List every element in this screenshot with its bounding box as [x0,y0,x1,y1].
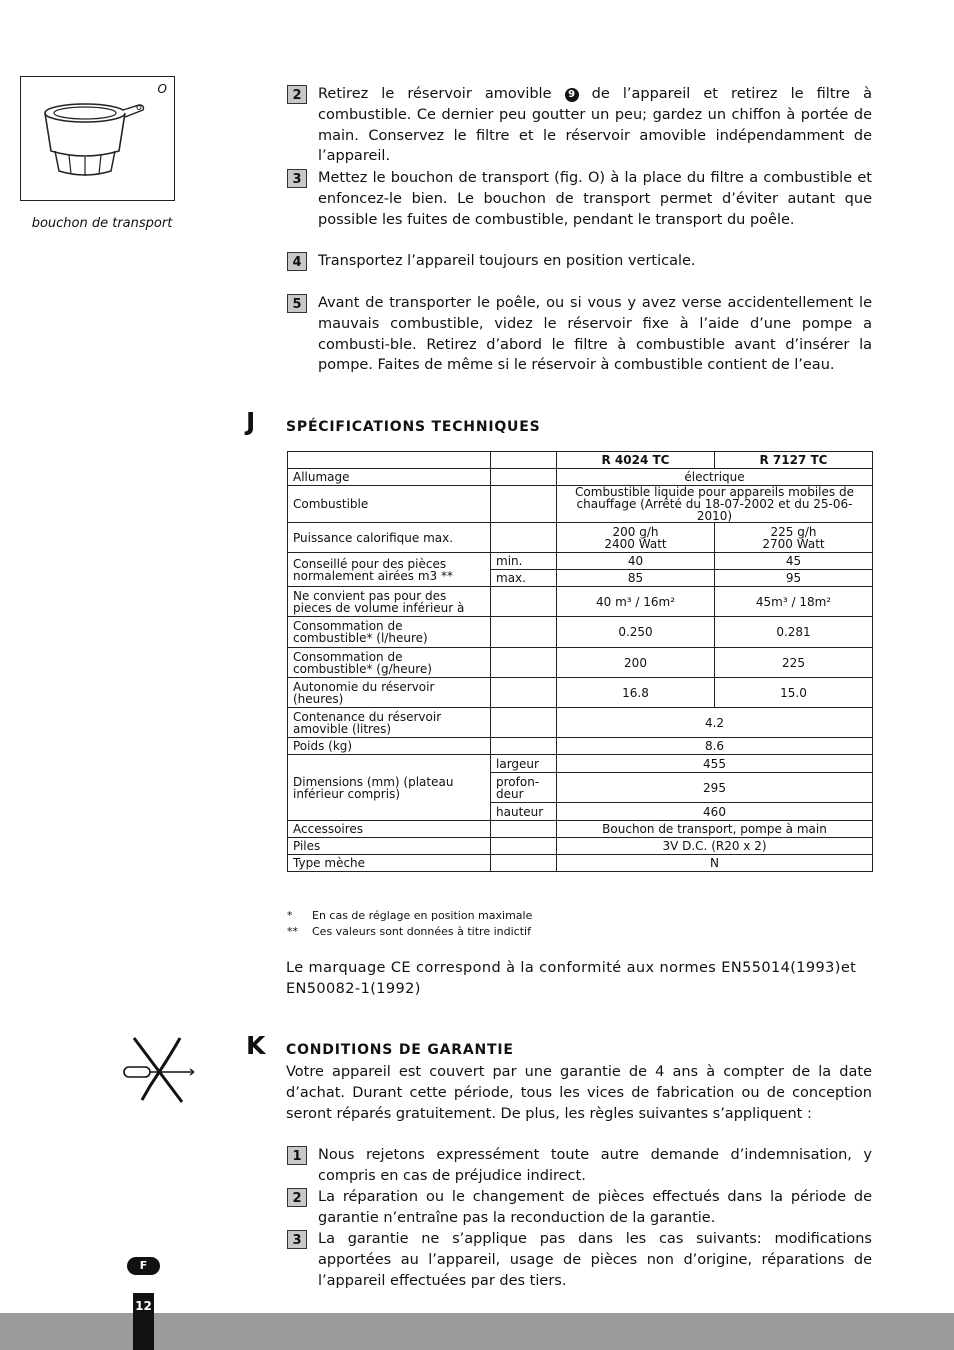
table-header-row [288,452,873,469]
figure-letter: O [157,82,167,96]
table-row: Poids (kg) 8.6 [288,738,873,755]
step-text: Transportez l’appareil toujours en position verticale. [318,253,696,269]
warranty-item-1 [287,1145,872,1187]
specifications-table [287,451,873,872]
step-number: 5 [287,294,307,313]
table-row: Conseillé pour des pièces normalement airées m3 ** min. 40 45 [288,553,873,570]
footnote: ** Ces valeurs sont données à titre indictif [287,925,531,938]
section-k-letter: K [246,1031,266,1060]
step-number: 4 [287,252,307,271]
footnote: * En cas de réglage en position maximale [287,909,533,922]
section-j-title: SPÉCIFICATIONS TECHNIQUES [286,419,541,435]
table-row: profon- deur 295 [288,773,873,803]
table-row: Accessoires Bouchon de transport, pompe à main [288,821,873,838]
step-2 [287,84,872,167]
reference-badge: 9 [565,88,579,102]
figure-caption: bouchon de transport [31,216,173,231]
step-4 [287,251,872,272]
table-row: max. 85 95 [288,570,873,587]
table-row: Combustible Combustible liquide pour appareils mobiles de chauffage (Arrêté du 18-07-2002 et du 25-06-2010) [288,486,873,523]
section-k-title: CONDITIONS DE GARANTIE [286,1042,514,1058]
table-row: Dimensions (mm) (plateau inférieur compris) largeur 455 [288,755,873,773]
step-3 [287,168,872,230]
language-tag: F [127,1257,160,1275]
warranty-item-3 [287,1229,872,1291]
step-number: 2 [287,85,307,104]
step-number: 3 [287,1230,307,1249]
no-screwdriver-icon [120,1034,198,1106]
figure-o-box [20,76,175,201]
table-row: Consommation de combustible* (g/heure) 200 225 [288,648,873,678]
table-row: Contenance du réservoir amovible (litres) 4.2 [288,708,873,738]
warranty-intro: Votre appareil est couvert par une garantie de 4 ans à compter de la date d’achat. Durant cette période, tous les vices de fabrication ou de conception seront réparés gratuitement. De plus, les règles suivantes s’appliquent : [286,1064,872,1122]
step-text: La réparation ou le changement de pièces effectués dans la période de garantie n’entraîne pas la reconduction de la garantie. [318,1189,872,1226]
section-j-letter: J [246,407,256,436]
step-5 [287,293,872,376]
model-header: R 4024 TC [557,452,715,469]
table-row: hauteur 460 [288,803,873,821]
table-row: Type mèche N [288,855,873,872]
step-text: La garantie ne s’applique pas dans les cas suivants: modifications apportées au l’appareil, usage de pièces non d’origine, réparations de l’appareil effectuées par des tiers. [318,1231,872,1289]
table-row: Piles 3V D.C. (R20 x 2) [288,838,873,855]
transport-cap-icon [39,99,157,191]
step-text: Avant de transporter le poêle, ou si vous y avez verse accidentellement le mauvais combustible, videz le réservoir fixe à l’aide d’une pompe a combusti-ble. Retirez d’abord le filtre à combustible avant d’insérer la pompe. Faites de même si le réservoir à combustible contient de l’eau. [318,295,872,374]
table-row: Allumage électrique [288,469,873,486]
model-header: R 7127 TC [715,452,873,469]
table-row: Ne convient pas pour des pieces de volume inférieur à 40 m³ / 16m² 45m³ / 18m² [288,587,873,617]
step-text: Mettez le bouchon de transport (fig. O) à la place du filtre a combustible et enfoncez-le bien. Le bouchon de transport permet d’éviter autant que possible les fuites de combustible, pendant le transport du poêle. [318,170,872,228]
step-number: 2 [287,1188,307,1207]
table-row: Puissance calorifique max. 200 g/h 2400 Watt 225 g/h 2700 Watt [288,523,873,553]
table-row: Autonomie du réservoir (heures) 16.8 15.0 [288,678,873,708]
warranty-item-2 [287,1187,872,1229]
step-number: 3 [287,169,307,188]
step-text: Retirez le réservoir amovible 9 de l’appareil et retirez le filtre à combustible. Ce dernier peu goutter un peu; gardez un chiffon à portée de main. Conservez le filtre et le réservoir amovible indépendamment de l’appareil. [318,86,872,165]
page-number: 12 [133,1293,154,1350]
ce-marking-text: Le marquage CE correspond à la conformité aux normes EN55014(1993)et EN50082-1(1992) [286,960,857,997]
step-number: 1 [287,1146,307,1165]
step-text: Nous rejetons expressément toute autre demande d’indemnisation, y compris en cas de préjudice indirect. [318,1147,872,1184]
table-row: Consommation de combustible* (l/heure) 0.250 0.281 [288,617,873,648]
